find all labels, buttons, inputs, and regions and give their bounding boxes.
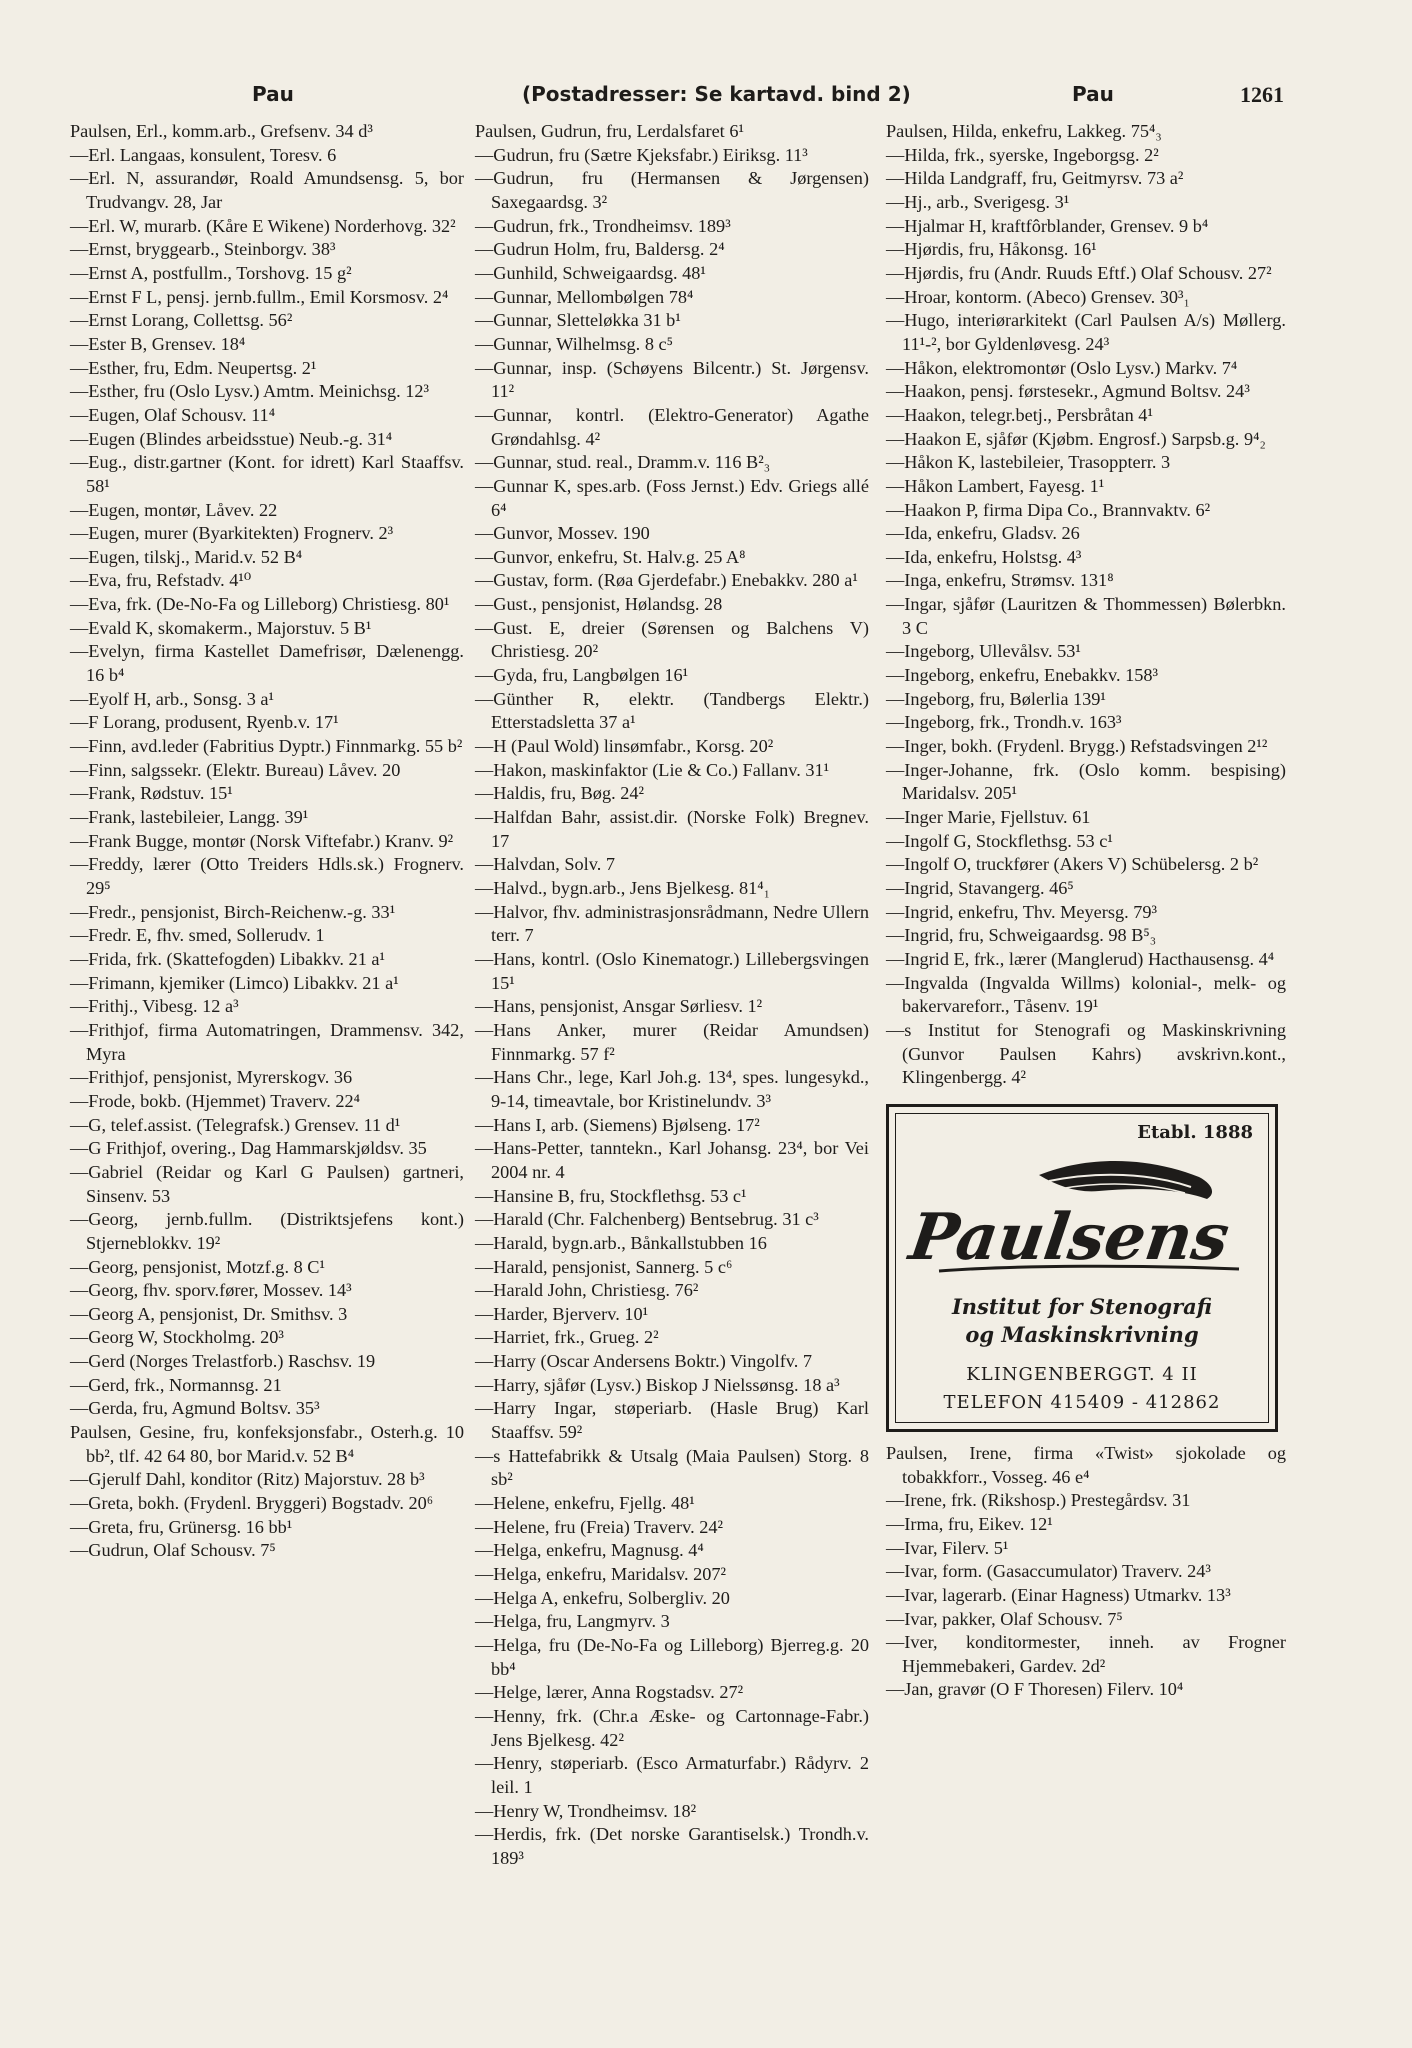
directory-entry: —Gyda, fru, Langbølgen 16¹	[475, 665, 689, 686]
directory-entry: —Helga, enkefru, Magnusg. 4⁴	[475, 1540, 704, 1561]
directory-entry: —Gunvor, Mossev. 190	[475, 523, 650, 544]
directory-entry: —Håkon Lambert, Fayesg. 1¹	[886, 475, 1105, 496]
directory-entry: —Eyolf H, arb., Sonsg. 3 a¹	[70, 688, 275, 709]
directory-entry: —Haakon E, sjåfør (Kjøbm. Engrosf.) Sarpsb.g. 9⁴₂	[886, 428, 1266, 449]
directory-entry: —Georg, fhv. sporv.fører, Mossev. 14³	[70, 1280, 352, 1301]
directory-entry: —G, telef.assist. (Telegrafsk.) Grensev. 11 d¹	[70, 1114, 401, 1135]
directory-entry: —Hans Anker, murer (Reidar Amundsen) Finnmarkg. 57 f²	[475, 1019, 869, 1064]
directory-entry: —Eugen (Blindes arbeidsstue) Neub.-g. 31⁴	[70, 428, 393, 449]
directory-entry: —G Frithjof, overing., Dag Hammarskjøldsv. 35	[70, 1138, 427, 1159]
directory-entry: —Greta, bokh. (Frydenl. Bryggeri) Bogstadv. 20⁶	[70, 1493, 434, 1514]
directory-entry: —Georg A, pensjonist, Dr. Smithsv. 3	[70, 1303, 348, 1324]
directory-entry: —Helga A, enkefru, Solbergliv. 20	[475, 1587, 730, 1608]
directory-entry: —Ingar, sjåfør (Lauritzen & Thommessen) Bølerbkn. 3 C	[886, 594, 1286, 638]
directory-entry: —Fredr. E, fhv. smed, Sollerudv. 1	[70, 925, 325, 946]
directory-entry: —Eugen, tilskj., Marid.v. 52 B⁴	[70, 546, 303, 567]
directory-entry: —Harry, sjåfør (Lysv.) Biskop J Nielssønsg. 18 a³	[475, 1374, 840, 1395]
directory-entry: —Ingeborg, frk., Trondh.v. 163³	[886, 712, 1122, 733]
directory-entry: —Håkon K, lastebileier, Trasoppterr. 3	[886, 452, 1171, 473]
directory-entry: —Hjørdis, fru, Håkonsg. 16¹	[886, 239, 1097, 260]
directory-entry: —Haakon P, firma Dipa Co., Brannvaktv. 6²	[886, 499, 1211, 520]
directory-entry: —Ingrid E, frk., lærer (Manglerud) Hacthausensg. 4⁴	[886, 948, 1275, 969]
directory-entry: —Gerd, frk., Normannsg. 21	[70, 1374, 282, 1395]
directory-entry: —Henny, frk. (Chr.a Æske- og Cartonnage-Fabr.) Jens Bjelkesg. 42²	[475, 1705, 869, 1750]
directory-entry: —Helene, enkefru, Fjellg. 48¹	[475, 1493, 695, 1514]
directory-entry: —Ingrid, Stavangerg. 46⁵	[886, 878, 1074, 898]
directory-entry: —Halvd., bygn.arb., Jens Bjelkesg. 81⁴₁	[475, 878, 771, 898]
directory-entry: —Hugo, interiørarkitekt (Carl Paulsen A/s) Møllerg. 11¹-², bor Gyldenløvesg. 24³	[886, 310, 1286, 354]
directory-entry: —Ivar, pakker, Olaf Schousv. 7⁵	[886, 1608, 1123, 1629]
directory-entry: —Ingeborg, Ullevålsv. 53¹	[886, 641, 1081, 662]
directory-entry: —Georg W, Stockholmg. 20³	[70, 1327, 284, 1348]
directory-entry: —F Lorang, produsent, Ryenb.v. 17¹	[70, 712, 339, 733]
directory-entry: —Fredr., pensjonist, Birch-Reichenw.-g. 33¹	[70, 901, 396, 922]
directory-entry: —Irma, fru, Eikev. 12¹	[886, 1513, 1053, 1534]
directory-entry: —Freddy, lærer (Otto Treiders Hdls.sk.) Frognerv. 29⁵	[70, 854, 464, 898]
directory-entry: —Hans, kontrl. (Oslo Kinematogr.) Lillebergsvingen 15¹	[475, 948, 869, 993]
directory-entry: —Erl. N, assurandør, Roald Amundsensg. 5, bor Trudvangv. 28, Jar	[70, 168, 464, 212]
directory-entry: —Frithjof, firma Automatringen, Drammensv. 342, Myra	[70, 1019, 464, 1064]
directory-entry: —Helga, enkefru, Maridalsv. 207²	[475, 1564, 727, 1585]
directory-entry: —Hilda Landgraff, fru, Geitmyrsv. 73 a²	[886, 168, 1184, 189]
directory-entry: —Inger Marie, Fjellstuv. 61	[886, 807, 1091, 828]
directory-entry: —Gudrun, frk., Trondheimsv. 189³	[475, 215, 731, 236]
directory-entry: —s Institut for Stenografi og Maskinskrivning (Gunvor Paulsen Kahrs) avskrivn.kont., Klingenbergg. 4²	[886, 1019, 1286, 1088]
directory-entry: Paulsen, Gudrun, fru, Lerdalsfaret 6¹	[475, 121, 744, 141]
directory-entry: —Ernst Lorang, Collettsg. 56²	[70, 310, 293, 331]
advertisement-address: KLINGENBERGGT. 4 II	[966, 1363, 1198, 1385]
logo-wordmark: Paulsens	[905, 1200, 1234, 1275]
directory-entry: —Gust., pensjonist, Hølandsg. 28	[475, 594, 723, 615]
directory-entry: —Gjerulf Dahl, konditor (Ritz) Majorstuv. 28 b³	[70, 1469, 425, 1490]
directory-entry: —Esther, fru (Oslo Lysv.) Amtm. Meinichsg. 12³	[70, 381, 429, 402]
directory-entry: —Haakon, pensj. førstesekr., Agmund Boltsv. 24³	[886, 381, 1250, 402]
directory-entry: —Harriet, frk., Grueg. 2²	[475, 1327, 659, 1348]
directory-entry: —Gust. E, dreier (Sørensen og Balchens V) Christiesg. 20²	[475, 617, 869, 662]
directory-entry: —Gerda, fru, Agmund Boltsv. 35³	[70, 1398, 320, 1419]
directory-entry: —Hans-Petter, tanntekn., Karl Johansg. 23⁴, bor Vei 2004 nr. 4	[475, 1138, 869, 1182]
directory-entry: —Eugen, Olaf Schousv. 11⁴	[70, 404, 276, 425]
directory-entry: —Gunnar, stud. real., Dramm.v. 116 B²₃	[475, 452, 771, 473]
directory-entry: —Halvdan, Solv. 7	[475, 854, 615, 875]
directory-entry: —Inger-Johanne, frk. (Oslo komm. bespising) Maridalsv. 205¹	[886, 759, 1286, 804]
directory-entry: —Eug., distr.gartner (Kont. for idrett) Karl Staaffsv. 58¹	[70, 452, 464, 496]
directory-entry: —Hroar, kontorm. (Abeco) Grensev. 30³₁	[886, 286, 1190, 307]
directory-entry: —Erl. Langaas, konsulent, Toresv. 6	[70, 144, 337, 165]
directory-entry: —Harald, bygn.arb., Bånkallstubben 16	[475, 1232, 767, 1253]
directory-entry: —Iver, konditormester, inneh. av Frogner Hjemmebakeri, Gardev. 2d²	[886, 1632, 1286, 1676]
directory-entry: —Gunnar, Sletteløkka 31 b¹	[475, 310, 681, 331]
directory-entry: Paulsen, Erl., komm.arb., Grefsenv. 34 d³	[70, 121, 373, 141]
directory-entry: —Gunnar, kontrl. (Elektro-Generator) Agathe Grøndahlsg. 4²	[475, 404, 869, 449]
directory-entry: —Frithjof, pensjonist, Myrerskogv. 36	[70, 1067, 353, 1088]
directory-entry: —Frode, bokb. (Hjemmet) Traverv. 22⁴	[70, 1090, 361, 1111]
directory-entry: —Frimann, kjemiker (Limco) Libakkv. 21 a¹	[70, 972, 399, 993]
directory-entry: —Helge, lærer, Anna Rogstadsv. 27²	[475, 1682, 744, 1703]
directory-entry: —Gudrun, fru (Sætre Kjeksfabr.) Eiriksg. 11³	[475, 144, 808, 165]
directory-entry: —Eugen, montør, Låvev. 22	[70, 499, 278, 520]
header-right-keyword: Pau	[1072, 82, 1114, 106]
directory-entry: —Georg, pensjonist, Motzf.g. 8 C¹	[70, 1256, 325, 1277]
directory-entry: —Halvor, fhv. administrasjonsrådmann, Nedre Ullern terr. 7	[475, 901, 869, 946]
column-2	[475, 120, 869, 1871]
directory-entry: —Gunnar, Mellombølgen 78⁴	[475, 286, 694, 307]
directory-entry: —Helene, fru (Freia) Traverv. 24²	[475, 1516, 723, 1537]
column-3-entries-top	[886, 120, 1286, 1090]
directory-entry: —Inga, enkefru, Strømsv. 131⁸	[886, 570, 1114, 591]
column-1	[70, 120, 464, 1563]
directory-entry: —Gudrun, Olaf Schousv. 7⁵	[70, 1540, 276, 1561]
directory-entry: —Gunnar, Wilhelmsg. 8 c⁵	[475, 333, 674, 354]
directory-entry: —Haakon, telegr.betj., Persbråtan 4¹	[886, 404, 1153, 425]
paulsens-script-logo	[899, 1147, 1265, 1297]
directory-entry: —s Hattefabrikk & Utsalg (Maia Paulsen) Storg. 8 sb²	[475, 1445, 869, 1490]
running-header	[60, 82, 1350, 112]
directory-entry: —Frank, Rødstuv. 15¹	[70, 783, 233, 804]
directory-entry: —Ingvalda (Ingvalda Willms) kolonial-, melk- og bakervareforr., Tåsenv. 19¹	[886, 972, 1286, 1017]
directory-entry: —Gudrun, fru (Hermansen & Jørgensen) Saxegaardsg. 3²	[475, 168, 869, 212]
directory-entry: —Finn, avd.leder (Fabritius Dyptr.) Finnmarkg. 55 b²	[70, 736, 463, 757]
header-postal-note: (Postadresser: Se kartavd. bind 2)	[522, 82, 911, 106]
directory-entry: —Ivar, form. (Gasaccumulator) Traverv. 24³	[886, 1561, 1211, 1582]
directory-entry: —Eugen, murer (Byarkitekten) Frognerv. 2³	[70, 523, 394, 544]
directory-entry: Paulsen, Hilda, enkefru, Lakkeg. 75⁴₃	[886, 121, 1162, 141]
directory-entry: —Gunnar K, spes.arb. (Foss Jernst.) Edv. Griegs allé 6⁴	[475, 475, 869, 520]
advertisement-established: Etabl. 1888	[1137, 1121, 1253, 1143]
directory-entry: —Ida, enkefru, Gladsv. 26	[886, 523, 1080, 544]
advertisement-subtitle-line-1: Institut for Stenografi	[951, 1293, 1213, 1319]
directory-entry: —Jan, gravør (O F Thoresen) Filerv. 10⁴	[886, 1679, 1184, 1700]
directory-entry: —Helga, fru (De-No-Fa og Lilleborg) Bjerreg.g. 20 bb⁴	[475, 1635, 869, 1679]
directory-entry: —Ester B, Grensev. 18⁴	[70, 333, 246, 354]
directory-entry: —Harder, Bjerverv. 10¹	[475, 1303, 649, 1324]
directory-entry: —Frank, lastebileier, Langg. 39¹	[70, 807, 309, 828]
directory-entry: —Henry, støperiarb. (Esco Armaturfabr.) Rådyrv. 2 leil. 1	[475, 1753, 869, 1797]
directory-entry: —Hj., arb., Sverigesg. 3¹	[886, 191, 1070, 212]
directory-entry: —Hans I, arb. (Siemens) Bjølseng. 17²	[475, 1114, 760, 1135]
directory-entry: —Herdis, frk. (Det norske Garantiselsk.) Trondh.v. 189³	[475, 1824, 869, 1868]
directory-entry: —Hansine B, fru, Stockflethsg. 53 c¹	[475, 1185, 747, 1206]
directory-entry: —Erl. W, murarb. (Kåre E Wikene) Norderhovg. 32²	[70, 215, 456, 236]
directory-entry: —Ingolf O, truckfører (Akers V) Schübelersg. 2 b²	[886, 854, 1259, 875]
directory-entry: —Ernst F L, pensj. jernb.fullm., Emil Korsmosv. 2⁴	[70, 286, 449, 307]
directory-entry: —Frank Bugge, montør (Norsk Viftefabr.) Kranv. 9²	[70, 830, 454, 851]
directory-entry: Paulsen, Irene, firma «Twist» sjokolade og tobakkforr., Vosseg. 46 e⁴	[886, 1442, 1286, 1487]
directory-entry: —Harry Ingar, støperiarb. (Hasle Brug) Karl Staaffsv. 59²	[475, 1398, 869, 1443]
directory-entry: —Hjalmar H, kraftfôrblander, Grensev. 9 b⁴	[886, 215, 1209, 236]
directory-entry: —Haldis, fru, Bøg. 24²	[475, 783, 644, 804]
directory-entry: —Gunnar, insp. (Schøyens Bilcentr.) St. Jørgensv. 11²	[475, 357, 869, 402]
directory-entry: —Georg, jernb.fullm. (Distriktsjefens kont.) Stjerneblokkv. 19²	[70, 1209, 464, 1253]
directory-entry: —Ivar, lagerarb. (Einar Hagness) Utmarkv. 13³	[886, 1584, 1231, 1605]
directory-entry: —Harry (Oscar Andersens Boktr.) Vingolfv. 7	[475, 1351, 813, 1372]
advertisement-telephone: TELEFON 415409 - 412862	[943, 1391, 1221, 1413]
directory-entry: —Ingrid, fru, Schweigaardsg. 98 B⁵₃	[886, 925, 1157, 946]
institute-advertisement	[886, 1104, 1278, 1432]
directory-entry: —Esther, fru, Edm. Neupertsg. 2¹	[70, 357, 317, 378]
directory-entry: —Hjørdis, fru (Andr. Ruuds Eftf.) Olaf Schousv. 27²	[886, 262, 1272, 283]
directory-entry: —Hilda, frk., syerske, Ingeborgsg. 2²	[886, 144, 1159, 165]
directory-entry: —Evald K, skomakerm., Majorstuv. 5 B¹	[70, 617, 372, 638]
directory-entry: —Gerd (Norges Trelastforb.) Raschsv. 19	[70, 1351, 376, 1372]
column-3	[886, 120, 1286, 1702]
directory-entry: —Ingeborg, fru, Bølerlia 139¹	[886, 688, 1106, 709]
directory-entry: —Helga, fru, Langmyrv. 3	[475, 1611, 670, 1632]
directory-entry: —H (Paul Wold) linsømfabr., Korsg. 20²	[475, 736, 774, 757]
directory-entry: —Eva, frk. (De-No-Fa og Lilleborg) Christiesg. 80¹	[70, 594, 450, 615]
directory-entry: —Hakon, maskinfaktor (Lie & Co.) Fallanv. 31¹	[475, 759, 830, 780]
directory-entry: —Eva, fru, Refstadv. 4¹⁰	[70, 570, 252, 591]
directory-entry: —Harald, pensjonist, Sannerg. 5 c⁶	[475, 1256, 733, 1277]
directory-entry: —Ingeborg, enkefru, Enebakkv. 158³	[886, 665, 1159, 686]
directory-entry: —Frida, frk. (Skattefogden) Libakkv. 21 a¹	[70, 948, 385, 969]
directory-entry: —Gudrun Holm, fru, Baldersg. 2⁴	[475, 239, 725, 260]
directory-entry: —Harald John, Christiesg. 76²	[475, 1280, 699, 1301]
directory-entry: —Harald (Chr. Falchenberg) Bentsebrug. 31 c³	[475, 1209, 819, 1230]
directory-entry: —Ida, enkefru, Holstsg. 4³	[886, 546, 1082, 567]
directory-entry: —Ernst, bryggearb., Steinborgv. 38³	[70, 239, 336, 260]
advertisement-subtitle-line-2: og Maskinskrivning	[965, 1321, 1199, 1347]
directory-entry: —Inger, bokh. (Frydenl. Brygg.) Refstadsvingen 2¹²	[886, 736, 1268, 757]
page-number: 1261	[1240, 82, 1284, 107]
directory-entry: —Håkon, elektromontør (Oslo Lysv.) Markv. 7⁴	[886, 357, 1238, 378]
directory-entry: —Henry W, Trondheimsv. 18²	[475, 1800, 697, 1821]
directory-entry: —Gabriel (Reidar og Karl G Paulsen) gartneri, Sinsenv. 53	[70, 1161, 464, 1206]
directory-entry: —Frithj., Vibesg. 12 a³	[70, 996, 239, 1017]
directory-entry: —Hans Chr., lege, Karl Joh.g. 13⁴, spes. lungesykd., 9-14, timeavtale, bor Kristinelundv. 3³	[475, 1067, 869, 1111]
directory-entry: —Finn, salgssekr. (Elektr. Bureau) Låvev. 20	[70, 759, 401, 780]
directory-entry: —Ingolf G, Stockflethsg. 53 c¹	[886, 830, 1113, 851]
directory-entry: —Ingrid, enkefru, Thv. Meyersg. 79³	[886, 901, 1158, 922]
header-left-keyword: Pau	[252, 82, 294, 106]
directory-entry: —Hans, pensjonist, Ansgar Sørliesv. 1²	[475, 996, 763, 1017]
directory-entry: —Gustav, form. (Røa Gjerdefabr.) Enebakkv. 280 a¹	[475, 570, 858, 591]
column-3-entries-bottom	[886, 1442, 1286, 1702]
directory-entry: —Irene, frk. (Rikshosp.) Prestegårdsv. 31	[886, 1490, 1191, 1511]
directory-entry: —Gunhild, Schweigaardsg. 48¹	[475, 262, 706, 283]
directory-entry: —Gunvor, enkefru, St. Halv.g. 25 A⁸	[475, 546, 746, 567]
directory-entry: Paulsen, Gesine, fru, konfeksjonsfabr., Osterh.g. 10 bb², tlf. 42 64 80, bor Marid.v. 52 B⁴	[70, 1422, 464, 1466]
directory-entry: —Ivar, Filerv. 5¹	[886, 1537, 1009, 1558]
directory-entry: —Halfdan Bahr, assist.dir. (Norske Folk) Bregnev. 17	[475, 807, 869, 851]
directory-entry: —Günther R, elektr. (Tandbergs Elektr.) Etterstadsletta 37 a¹	[475, 688, 869, 733]
directory-entry: —Ernst A, postfullm., Torshovg. 15 g²	[70, 262, 352, 283]
directory-entry: —Greta, fru, Grünersg. 16 bb¹	[70, 1516, 293, 1537]
directory-entry: —Evelyn, firma Kastellet Damefrisør, Dælenengg. 16 b⁴	[70, 641, 464, 686]
